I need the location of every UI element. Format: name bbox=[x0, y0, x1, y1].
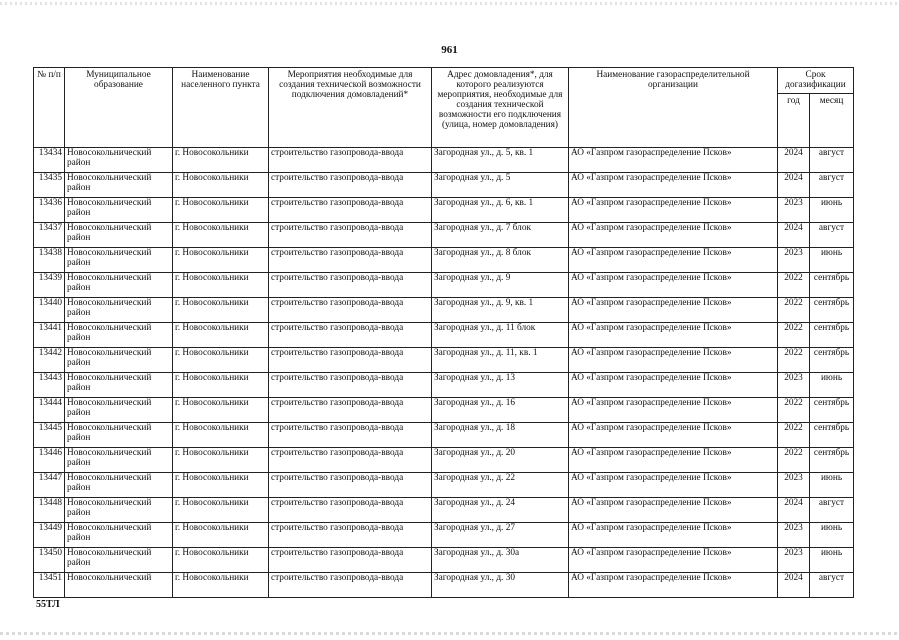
cell-address: Загородная ул., д. 30а bbox=[432, 548, 569, 573]
cell-locality: г. Новосокольники bbox=[173, 498, 269, 523]
cell-number: 13449 bbox=[34, 523, 65, 548]
cell-address: Загородная ул., д. 11 блок bbox=[432, 323, 569, 348]
cell-address: Загородная ул., д. 22 bbox=[432, 473, 569, 498]
cell-year: 2022 bbox=[778, 423, 810, 448]
table-row bbox=[34, 198, 854, 223]
cell-organization: АО «Газпром газораспределение Псков» bbox=[569, 348, 778, 373]
cell-number: 13447 bbox=[34, 473, 65, 498]
cell-number: 13446 bbox=[34, 448, 65, 473]
cell-number: 13443 bbox=[34, 373, 65, 398]
cell-municipality: Новосокольнический район bbox=[65, 148, 173, 173]
cell-month: сентябрь bbox=[810, 398, 854, 423]
cell-locality: г. Новосокольники bbox=[173, 248, 269, 273]
cell-activity: строительство газопровода-ввода bbox=[269, 448, 432, 473]
cell-locality: г. Новосокольники bbox=[173, 348, 269, 373]
table-row bbox=[34, 573, 854, 598]
cell-activity: строительство газопровода-ввода bbox=[269, 223, 432, 248]
header-activities: Мероприятия необходимые для создания технической возможности подключения домовладений* bbox=[269, 68, 432, 148]
cell-locality: г. Новосокольники bbox=[173, 298, 269, 323]
cell-activity: строительство газопровода-ввода bbox=[269, 573, 432, 598]
cell-address: Загородная ул., д. 13 bbox=[432, 373, 569, 398]
cell-year: 2022 bbox=[778, 448, 810, 473]
cell-address: Загородная ул., д. 27 bbox=[432, 523, 569, 548]
cell-activity: строительство газопровода-ввода bbox=[269, 198, 432, 223]
cell-activity: строительство газопровода-ввода bbox=[269, 298, 432, 323]
cell-organization: АО «Газпром газораспределение Псков» bbox=[569, 423, 778, 448]
cell-year: 2023 bbox=[778, 473, 810, 498]
cell-activity: строительство газопровода-ввода bbox=[269, 348, 432, 373]
cell-locality: г. Новосокольники bbox=[173, 573, 269, 598]
cell-municipality: Новосокольнический район bbox=[65, 373, 173, 398]
cell-year: 2024 bbox=[778, 223, 810, 248]
cell-municipality: Новосокольнический район bbox=[65, 323, 173, 348]
cell-month: июнь bbox=[810, 548, 854, 573]
cell-organization: АО «Газпром газораспределение Псков» bbox=[569, 173, 778, 198]
page-number: 961 bbox=[441, 44, 458, 56]
cell-organization: АО «Газпром газораспределение Псков» bbox=[569, 523, 778, 548]
cell-number: 13448 bbox=[34, 498, 65, 523]
cell-locality: г. Новосокольники bbox=[173, 523, 269, 548]
table-row bbox=[34, 348, 854, 373]
table-row bbox=[34, 323, 854, 348]
header-organization: Наименование газораспределительной организации bbox=[569, 68, 778, 148]
cell-number: 13440 bbox=[34, 298, 65, 323]
cell-organization: АО «Газпром газораспределение Псков» bbox=[569, 323, 778, 348]
cell-month: июнь bbox=[810, 198, 854, 223]
cell-month: сентябрь bbox=[810, 323, 854, 348]
cell-activity: строительство газопровода-ввода bbox=[269, 523, 432, 548]
cell-municipality: Новосокольнический район bbox=[65, 448, 173, 473]
table-row bbox=[34, 423, 854, 448]
cell-activity: строительство газопровода-ввода bbox=[269, 498, 432, 523]
footer-code: 55ТЛ bbox=[36, 599, 60, 610]
table-row bbox=[34, 548, 854, 573]
cell-year: 2024 bbox=[778, 573, 810, 598]
cell-activity: строительство газопровода-ввода bbox=[269, 248, 432, 273]
cell-organization: АО «Газпром газораспределение Псков» bbox=[569, 398, 778, 423]
cell-municipality: Новосокольнический район bbox=[65, 348, 173, 373]
cell-year: 2022 bbox=[778, 323, 810, 348]
cell-activity: строительство газопровода-ввода bbox=[269, 323, 432, 348]
cell-month: август bbox=[810, 173, 854, 198]
cell-year: 2023 bbox=[778, 548, 810, 573]
cell-locality: г. Новосокольники bbox=[173, 198, 269, 223]
table-row bbox=[34, 498, 854, 523]
cell-organization: АО «Газпром газораспределение Псков» bbox=[569, 273, 778, 298]
cell-number: 13451 bbox=[34, 573, 65, 598]
cell-month: сентябрь bbox=[810, 348, 854, 373]
cell-year: 2023 bbox=[778, 373, 810, 398]
cell-number: 13442 bbox=[34, 348, 65, 373]
cell-year: 2022 bbox=[778, 273, 810, 298]
header-locality: Наименование населенного пункта bbox=[173, 68, 269, 148]
cell-address: Загородная ул., д. 7 блок bbox=[432, 223, 569, 248]
cell-address: Загородная ул., д. 5 bbox=[432, 173, 569, 198]
header-deadline: Срок догазификации bbox=[778, 68, 854, 94]
table-row bbox=[34, 373, 854, 398]
cell-number: 13444 bbox=[34, 398, 65, 423]
table-row bbox=[34, 223, 854, 248]
cell-organization: АО «Газпром газораспределение Псков» bbox=[569, 548, 778, 573]
cell-month: июнь bbox=[810, 248, 854, 273]
scan-edge-top bbox=[0, 2, 899, 5]
cell-number: 13437 bbox=[34, 223, 65, 248]
cell-organization: АО «Газпром газораспределение Псков» bbox=[569, 248, 778, 273]
cell-number: 13439 bbox=[34, 273, 65, 298]
cell-locality: г. Новосокольники bbox=[173, 398, 269, 423]
cell-address: Загородная ул., д. 24 bbox=[432, 498, 569, 523]
table-row bbox=[34, 273, 854, 298]
cell-month: август bbox=[810, 498, 854, 523]
cell-activity: строительство газопровода-ввода bbox=[269, 548, 432, 573]
cell-activity: строительство газопровода-ввода bbox=[269, 373, 432, 398]
cell-municipality: Новосокольнический район bbox=[65, 273, 173, 298]
table-row bbox=[34, 148, 854, 173]
header-num: № п/п bbox=[34, 68, 65, 148]
cell-locality: г. Новосокольники bbox=[173, 273, 269, 298]
cell-municipality: Новосокольнический bbox=[65, 573, 173, 598]
cell-year: 2022 bbox=[778, 298, 810, 323]
cell-locality: г. Новосокольники bbox=[173, 323, 269, 348]
cell-month: август bbox=[810, 148, 854, 173]
cell-number: 13434 bbox=[34, 148, 65, 173]
scan-edge-bottom bbox=[0, 632, 899, 635]
cell-locality: г. Новосокольники bbox=[173, 548, 269, 573]
cell-activity: строительство газопровода-ввода bbox=[269, 398, 432, 423]
cell-year: 2022 bbox=[778, 348, 810, 373]
table-row bbox=[34, 448, 854, 473]
cell-month: сентябрь bbox=[810, 448, 854, 473]
cell-number: 13438 bbox=[34, 248, 65, 273]
table-row bbox=[34, 173, 854, 198]
cell-locality: г. Новосокольники bbox=[173, 373, 269, 398]
cell-year: 2024 bbox=[778, 173, 810, 198]
cell-month: июнь bbox=[810, 473, 854, 498]
cell-activity: строительство газопровода-ввода bbox=[269, 173, 432, 198]
cell-month: сентябрь bbox=[810, 273, 854, 298]
cell-number: 13450 bbox=[34, 548, 65, 573]
table-row bbox=[34, 398, 854, 423]
cell-organization: АО «Газпром газораспределение Псков» bbox=[569, 198, 778, 223]
table-row bbox=[34, 298, 854, 323]
cell-address: Загородная ул., д. 9 bbox=[432, 273, 569, 298]
cell-locality: г. Новосокольники bbox=[173, 148, 269, 173]
header-year: год bbox=[778, 94, 810, 148]
cell-year: 2023 bbox=[778, 523, 810, 548]
cell-number: 13445 bbox=[34, 423, 65, 448]
cell-activity: строительство газопровода-ввода bbox=[269, 423, 432, 448]
cell-month: сентябрь bbox=[810, 298, 854, 323]
cell-address: Загородная ул., д. 8 блок bbox=[432, 248, 569, 273]
cell-organization: АО «Газпром газораспределение Псков» bbox=[569, 223, 778, 248]
cell-organization: АО «Газпром газораспределение Псков» bbox=[569, 573, 778, 598]
cell-locality: г. Новосокольники bbox=[173, 448, 269, 473]
header-month: месяц bbox=[810, 94, 854, 148]
cell-municipality: Новосокольнический район bbox=[65, 248, 173, 273]
cell-address: Загородная ул., д. 11, кв. 1 bbox=[432, 348, 569, 373]
cell-organization: АО «Газпром газораспределение Псков» bbox=[569, 373, 778, 398]
gasification-table bbox=[33, 67, 854, 598]
cell-year: 2024 bbox=[778, 148, 810, 173]
cell-year: 2023 bbox=[778, 198, 810, 223]
cell-activity: строительство газопровода-ввода bbox=[269, 273, 432, 298]
cell-municipality: Новосокольнический район bbox=[65, 173, 173, 198]
cell-locality: г. Новосокольники bbox=[173, 173, 269, 198]
cell-organization: АО «Газпром газораспределение Псков» bbox=[569, 448, 778, 473]
cell-municipality: Новосокольнический район bbox=[65, 423, 173, 448]
cell-municipality: Новосокольнический район bbox=[65, 198, 173, 223]
cell-organization: АО «Газпром газораспределение Псков» bbox=[569, 473, 778, 498]
cell-address: Загородная ул., д. 16 bbox=[432, 398, 569, 423]
cell-address: Загородная ул., д. 5, кв. 1 bbox=[432, 148, 569, 173]
header-municipality: Муниципальное образование bbox=[65, 68, 173, 148]
cell-year: 2024 bbox=[778, 498, 810, 523]
cell-municipality: Новосокольнический район bbox=[65, 298, 173, 323]
cell-organization: АО «Газпром газораспределение Псков» bbox=[569, 298, 778, 323]
cell-municipality: Новосокольнический район bbox=[65, 223, 173, 248]
cell-number: 13435 bbox=[34, 173, 65, 198]
header-address: Адрес домовладения*, для которого реализуются мероприятия, необходимые для создания технической возможности его подключения (улица, номер домовладения) bbox=[432, 68, 569, 148]
cell-municipality: Новосокольнический район bbox=[65, 398, 173, 423]
cell-municipality: Новосокольнический район bbox=[65, 548, 173, 573]
cell-municipality: Новосокольнический район bbox=[65, 498, 173, 523]
table-row bbox=[34, 473, 854, 498]
cell-address: Загородная ул., д. 6, кв. 1 bbox=[432, 198, 569, 223]
cell-month: август bbox=[810, 223, 854, 248]
cell-address: Загородная ул., д. 20 bbox=[432, 448, 569, 473]
cell-month: сентябрь bbox=[810, 423, 854, 448]
cell-year: 2022 bbox=[778, 398, 810, 423]
cell-month: июнь bbox=[810, 523, 854, 548]
cell-address: Загородная ул., д. 30 bbox=[432, 573, 569, 598]
cell-address: Загородная ул., д. 9, кв. 1 bbox=[432, 298, 569, 323]
cell-number: 13441 bbox=[34, 323, 65, 348]
cell-locality: г. Новосокольники bbox=[173, 423, 269, 448]
table-row bbox=[34, 248, 854, 273]
cell-activity: строительство газопровода-ввода bbox=[269, 473, 432, 498]
cell-number: 13436 bbox=[34, 198, 65, 223]
cell-activity: строительство газопровода-ввода bbox=[269, 148, 432, 173]
cell-year: 2023 bbox=[778, 248, 810, 273]
cell-address: Загородная ул., д. 18 bbox=[432, 423, 569, 448]
cell-organization: АО «Газпром газораспределение Псков» bbox=[569, 148, 778, 173]
table-row bbox=[34, 523, 854, 548]
cell-municipality: Новосокольнический район bbox=[65, 523, 173, 548]
cell-municipality: Новосокольнический район bbox=[65, 473, 173, 498]
cell-month: июнь bbox=[810, 373, 854, 398]
cell-locality: г. Новосокольники bbox=[173, 223, 269, 248]
cell-organization: АО «Газпром газораспределение Псков» bbox=[569, 498, 778, 523]
cell-month: август bbox=[810, 573, 854, 598]
cell-locality: г. Новосокольники bbox=[173, 473, 269, 498]
